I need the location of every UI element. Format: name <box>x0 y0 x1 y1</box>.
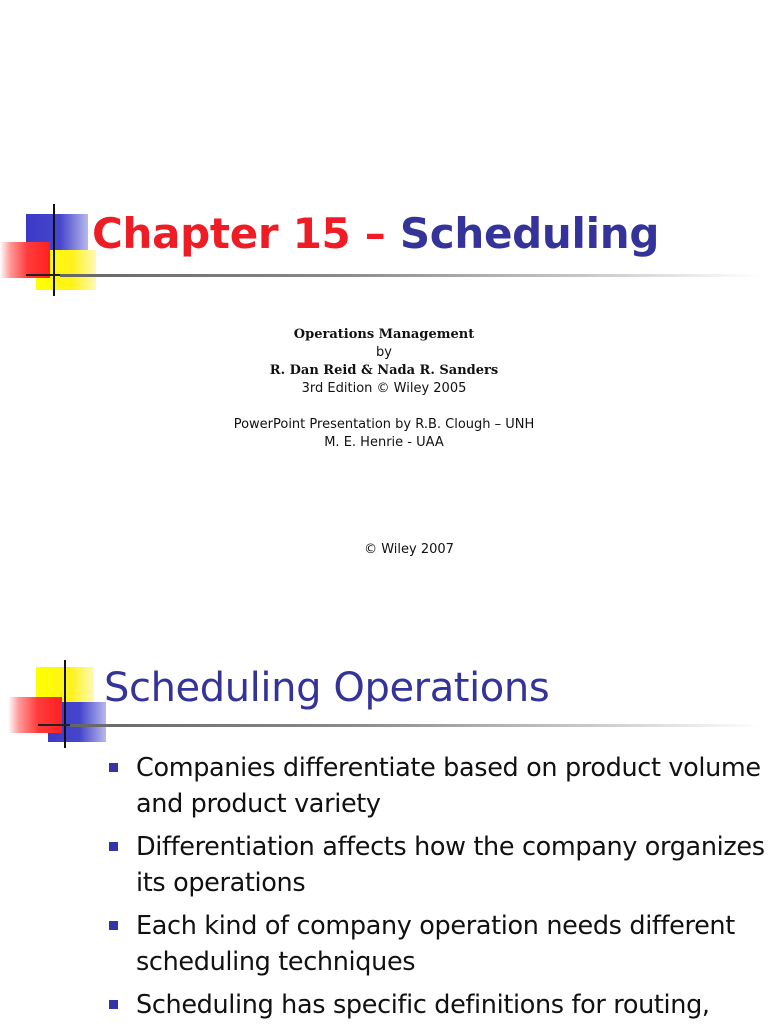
list-item <box>106 829 766 901</box>
square-bullet-icon <box>109 921 118 930</box>
edition: 3rd Edition © Wiley 2005 <box>301 381 467 396</box>
list-item <box>106 908 766 980</box>
slide2-title-rule <box>70 724 760 727</box>
vertical-line <box>53 204 55 296</box>
bullet-text: Scheduling has specific definitions for routing, <box>136 990 710 1020</box>
book-title: Operations Management <box>293 327 475 342</box>
title-chapter: Chapter 15 – <box>92 209 386 258</box>
bullet-text: Each kind of company operation needs different scheduling techniques <box>136 911 735 977</box>
bullet-text: Differentiation affects how the company organizes its operations <box>136 832 765 898</box>
second-credit: M. E. Henrie - UAA <box>324 435 444 450</box>
copyright: © Wiley 2007 <box>364 542 454 557</box>
by-text: by <box>376 345 392 360</box>
square-bullet-icon <box>109 1000 118 1009</box>
spacer <box>0 398 768 416</box>
list-item <box>106 750 766 822</box>
presentation-credit: PowerPoint Presentation by R.B. Clough – UNH <box>233 417 535 432</box>
slide1-title-rule <box>60 274 760 277</box>
red-square <box>8 697 62 733</box>
slide1-title <box>92 206 659 262</box>
square-bullet-icon <box>109 842 118 851</box>
title-topic: Scheduling <box>399 209 660 258</box>
red-square <box>0 242 50 278</box>
list-item <box>106 987 766 1023</box>
authors: R. Dan Reid & Nada R. Sanders <box>269 363 499 378</box>
vertical-line <box>64 660 66 748</box>
slide1-subtitle <box>0 326 768 452</box>
square-bullet-icon <box>109 763 118 772</box>
bullet-text: Companies differentiate based on product volume and product variety <box>136 753 761 819</box>
slide2-title: Scheduling Operations <box>104 665 550 711</box>
bullet-list <box>106 750 766 1024</box>
